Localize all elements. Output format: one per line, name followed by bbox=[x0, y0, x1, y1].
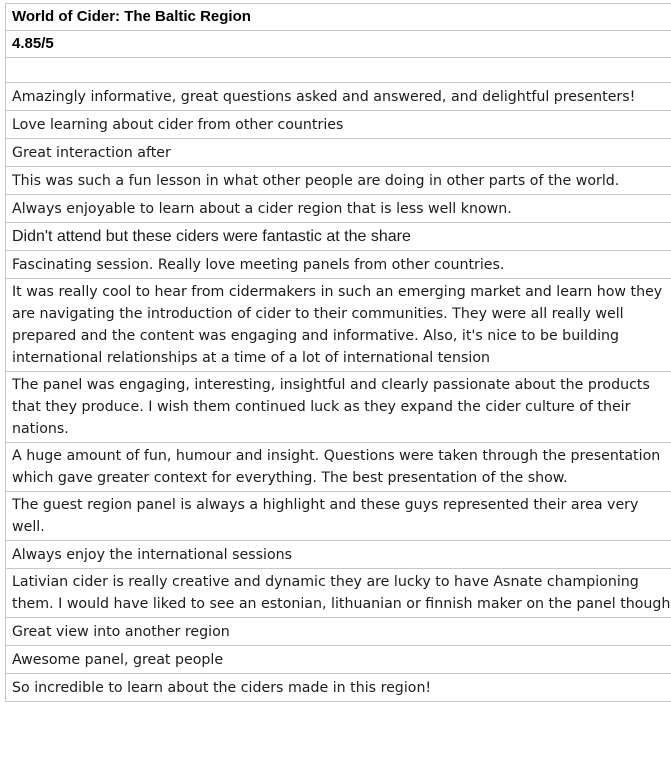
comment-row bbox=[6, 569, 671, 618]
comment-cell[interactable]: Great view into another region bbox=[6, 618, 671, 646]
comment-row bbox=[6, 167, 671, 195]
comment-cell[interactable]: Always enjoyable to learn about a cider region that is less well known. bbox=[6, 195, 671, 223]
comment-cell[interactable]: Lativian cider is really creative and dynamic they are lucky to have Asnate championing them. I would have liked to see an estonian, lithuanian or finnish maker on the panel though bbox=[6, 569, 671, 618]
comment-row bbox=[6, 279, 671, 372]
comment-cell[interactable]: It was really cool to hear from cidermakers in such an emerging market and learn how they are navigating the introduction of cider to their communities. They were all really well prepared and the content was engaging and informative. Also, it's nice to be building international relationships at a time of a lot of international tension bbox=[6, 279, 671, 372]
rating-row bbox=[6, 31, 671, 58]
comment-cell[interactable]: The guest region panel is always a highlight and these guys represented their area very well. bbox=[6, 492, 671, 541]
comment-row bbox=[6, 195, 671, 223]
comment-cell[interactable]: Awesome panel, great people bbox=[6, 646, 671, 674]
comment-cell[interactable]: Fascinating session. Really love meeting panels from other countries. bbox=[6, 251, 671, 279]
comment-cell[interactable]: Love learning about cider from other countries bbox=[6, 111, 671, 139]
session-title-cell[interactable]: World of Cider: The Baltic Region bbox=[6, 4, 671, 31]
title-row bbox=[6, 4, 671, 31]
comment-row bbox=[6, 443, 671, 492]
comment-row bbox=[6, 646, 671, 674]
blank-cell[interactable] bbox=[6, 58, 671, 83]
comment-row bbox=[6, 541, 671, 569]
comment-cell[interactable]: This was such a fun lesson in what other people are doing in other parts of the world. bbox=[6, 167, 671, 195]
comment-row bbox=[6, 674, 671, 702]
blank-row bbox=[6, 58, 671, 83]
comment-row bbox=[6, 111, 671, 139]
rating-cell[interactable]: 4.85/5 bbox=[6, 31, 671, 58]
comment-row bbox=[6, 618, 671, 646]
comment-cell[interactable]: The panel was engaging, interesting, insightful and clearly passionate about the products that they produce. I wish them continued luck as they expand the cider culture of their nations. bbox=[6, 372, 671, 443]
comment-row bbox=[6, 251, 671, 279]
comment-cell[interactable]: A huge amount of fun, humour and insight. Questions were taken through the presentation which gave greater context for everything. The best presentation of the show. bbox=[6, 443, 671, 492]
comment-cell[interactable]: Amazingly informative, great questions asked and answered, and delightful presenters! bbox=[6, 83, 671, 111]
comment-cell[interactable]: Didn't attend but these ciders were fantastic at the share bbox=[6, 223, 671, 251]
comment-row bbox=[6, 372, 671, 443]
comment-row bbox=[6, 83, 671, 111]
comment-row bbox=[6, 223, 671, 251]
feedback-sheet bbox=[5, 3, 671, 702]
comment-row bbox=[6, 139, 671, 167]
comment-cell[interactable]: So incredible to learn about the ciders made in this region! bbox=[6, 674, 671, 702]
comment-cell[interactable]: Always enjoy the international sessions bbox=[6, 541, 671, 569]
comment-row bbox=[6, 492, 671, 541]
comment-cell[interactable]: Great interaction after bbox=[6, 139, 671, 167]
